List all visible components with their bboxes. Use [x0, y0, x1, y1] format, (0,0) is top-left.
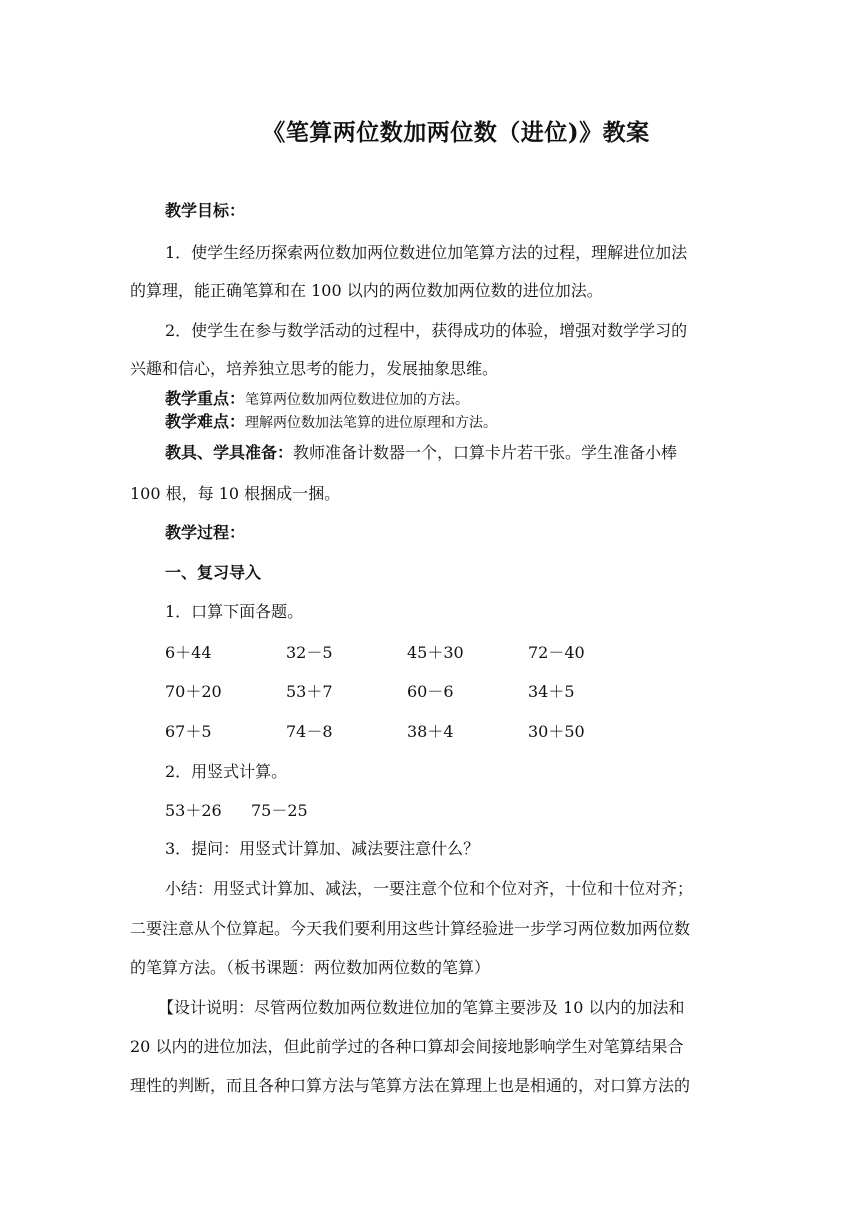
question-1: 1．口算下面各题。: [165, 602, 304, 621]
oral-item: 60－6: [407, 682, 454, 701]
objective-1-line-2: 的算理，能正确笔算和在 100 以内的两位数加两位数的进位加法。: [130, 281, 603, 300]
materials-text: 教师准备计数器一个，口算卡片若干张。学生准备小棒: [293, 443, 678, 462]
oral-item: 30＋50: [528, 722, 585, 741]
summary-line-3: 的笔算方法。（板书课题：两位数加两位数的笔算）: [130, 958, 491, 977]
key-point-label: 教学重点：: [165, 389, 246, 408]
oral-item: 6＋44: [165, 643, 212, 662]
objective-1-line-1: 1．使学生经历探索两位数加两位数进位加笔算方法的过程，理解进位加法: [165, 243, 688, 262]
vertical-item: 75－25: [251, 801, 308, 820]
document-title: [0, 114, 860, 147]
summary-line-2: 二要注意从个位算起。今天我们要利用这些计算经验进一步学习两位数加两位数: [130, 919, 691, 938]
materials-line-1: [165, 440, 677, 463]
materials-line-2: 100 根，每 10 根捆成一捆。: [130, 484, 341, 503]
difficulty-label: 教学难点：: [165, 412, 246, 431]
process-heading: 教学过程：: [165, 523, 246, 542]
design-note-line-1: 【设计说明：尽管两位数加两位数进位加的笔算主要涉及 10 以内的加法和: [158, 998, 685, 1017]
oral-item: 70＋20: [165, 682, 222, 701]
oral-item: 45＋30: [407, 643, 464, 662]
section-1-heading: 一、复习导入: [165, 563, 262, 582]
oral-item: 67＋5: [165, 722, 212, 741]
design-note-line-3: 理性的判断，而且各种口算方法与笔算方法在算理上也是相通的，对口算方法的: [130, 1076, 691, 1095]
question-2: 2．用竖式计算。: [165, 762, 288, 781]
objective-2-line-2: 兴趣和信心，培养独立思考的能力，发展抽象思维。: [130, 359, 499, 378]
oral-item: 53＋7: [286, 682, 333, 701]
objective-2-line-1: 2．使学生在参与数学活动的过程中，获得成功的体验，增强对数学学习的: [165, 321, 688, 340]
title-text: 《笔算两位数加两位数（进位)》教案: [262, 119, 650, 146]
difficulty: [165, 409, 497, 432]
oral-item: 72－40: [528, 643, 585, 662]
vertical-item: 53＋26: [165, 801, 222, 820]
oral-item: 74－8: [286, 722, 333, 741]
objectives-heading: 教学目标：: [165, 201, 246, 220]
summary-line-1: 小结：用竖式计算加、减法，一要注意个位和个位对齐，十位和十位对齐；: [165, 879, 694, 898]
key-point: [165, 386, 469, 409]
question-3: 3．提问：用竖式计算加、减法要注意什么？: [165, 839, 480, 858]
key-point-text: 笔算两位数加两位数进位加的方法。: [245, 392, 470, 408]
design-note-line-2: 20 以内的进位加法，但此前学过的各种口算却会间接地影响学生对笔算结果合: [130, 1037, 684, 1056]
difficulty-text: 理解两位数加法笔算的进位原理和方法。: [245, 415, 498, 431]
oral-item: 34＋5: [528, 682, 575, 701]
oral-item: 38＋4: [407, 722, 454, 741]
materials-label: 教具、学具准备：: [165, 443, 294, 462]
oral-item: 32－5: [286, 643, 333, 662]
